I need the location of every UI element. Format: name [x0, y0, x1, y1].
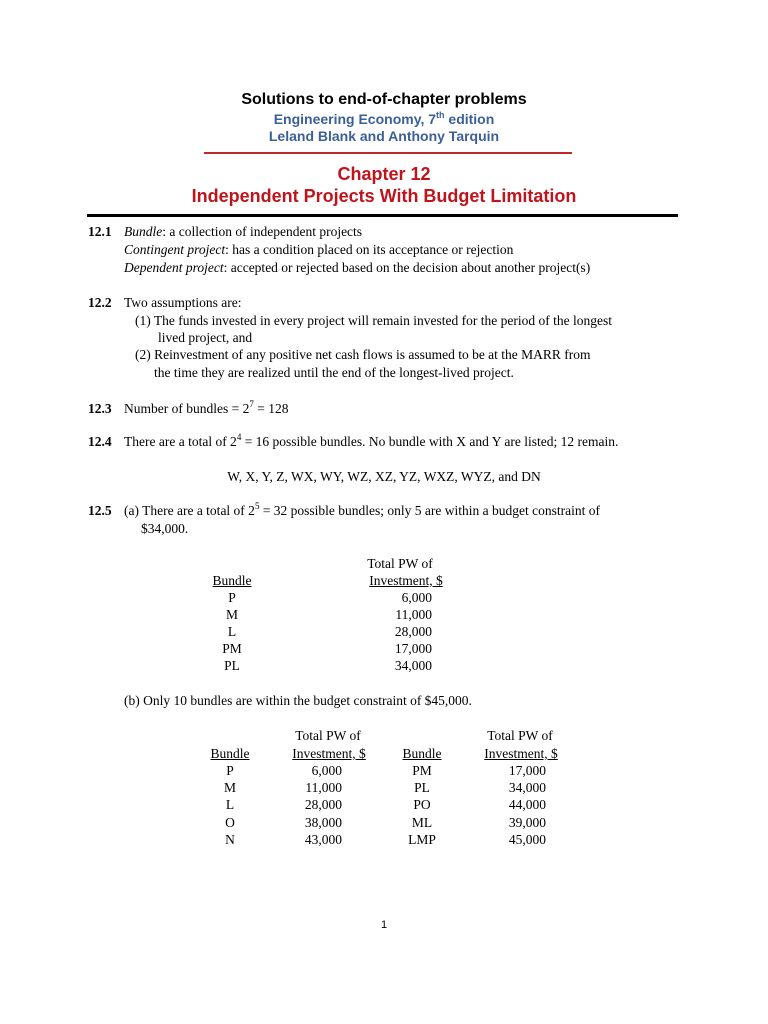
problem-number: 12.1 [88, 224, 112, 239]
header-divider [204, 152, 572, 154]
table-header-text: Investment, $ [484, 746, 558, 761]
problem-number: 12.3 [88, 401, 112, 416]
table-cell: 6,000 [401, 590, 432, 605]
table-header-text: Investment, $ [292, 746, 366, 761]
table-header-text: Bundle [210, 746, 250, 761]
table-cell: 11,000 [305, 780, 342, 795]
problem-text: Two assumptions are: [124, 295, 242, 310]
exponent: 4 [236, 432, 242, 442]
formula-text: There are a total of 2 [124, 434, 237, 449]
table-header: Total PW of [367, 556, 433, 571]
table-header: Total PW of [295, 728, 361, 743]
assumption-line: (2) Reinvestment of any positive net cash flows is assumed to be at the MARR from [135, 347, 591, 362]
table-header: Total PW of [487, 728, 553, 743]
book-title-suffix: edition [444, 111, 495, 127]
page-number: 1 [380, 919, 388, 931]
table-header-text: Investment, $ [369, 573, 443, 588]
table-cell: 17,000 [394, 641, 432, 656]
table-cell: O [225, 815, 235, 830]
table-cell: P [226, 763, 234, 778]
table-cell: 6,000 [311, 763, 342, 778]
table-cell: P [228, 590, 236, 605]
chapter-divider [87, 214, 678, 217]
definition-line [124, 223, 362, 241]
definition-term: Bundle [124, 224, 163, 239]
table-cell: 28,000 [394, 624, 432, 639]
table-header [188, 745, 272, 763]
formula-text: (a) There are a total of 2 [124, 503, 255, 518]
problem-text [124, 433, 618, 452]
table-cell: M [225, 607, 238, 622]
formula-text: Number of bundles = 2 [124, 401, 250, 416]
exponent: 7 [249, 399, 254, 409]
definition-text: : a collection of independent projects [162, 224, 363, 239]
table-cell: PL [224, 658, 240, 673]
definition-term: Contingent project [124, 242, 226, 257]
problem-number: 12.2 [88, 295, 112, 310]
table-header-text: Bundle [402, 746, 442, 761]
formula-text: = 32 possible bundles; only 5 are within a budget constraint of [259, 503, 600, 518]
table-cell: ML [411, 815, 433, 830]
chapter-title: Independent Projects With Budget Limitation [191, 186, 577, 206]
definition-text: : accepted or rejected based on the decision about another project(s) [223, 260, 591, 275]
formula-text: = 128 [253, 401, 289, 416]
chapter-number: Chapter 12 [337, 164, 431, 184]
table-header [380, 745, 464, 763]
bundle-list: W, X, Y, Z, WX, WY, WZ, XZ, YZ, WXZ, WYZ, and DN [227, 469, 541, 484]
table-header [460, 745, 582, 763]
table-cell: 38,000 [304, 815, 342, 830]
table-cell: 45,000 [508, 832, 546, 847]
book-authors: Leland Blank and Anthony Tarquin [268, 128, 500, 144]
table-cell: L [227, 624, 237, 639]
table-cell: PL [414, 780, 430, 795]
table-cell: PM [222, 641, 242, 656]
problem-text [124, 400, 288, 419]
definition-text: : has a condition placed on its acceptance or rejection [225, 242, 514, 257]
table-cell: 43,000 [304, 832, 342, 847]
formula-text: = 16 possible bundles. No bundle with X and Y are listed; 12 remain. [241, 434, 619, 449]
book-title-prefix: Engineering Economy, 7 [273, 111, 437, 127]
document-title: Solutions to end-of-chapter problems [241, 91, 527, 108]
problem-number: 12.5 [88, 503, 112, 518]
table-cell: L [225, 797, 235, 812]
table-cell: 11,000 [395, 607, 432, 622]
problem-text: (b) Only 10 bundles are within the budget constraint of $45,000. [124, 693, 472, 708]
table-cell: 39,000 [508, 815, 546, 830]
table-header [190, 572, 274, 590]
definition-line [124, 259, 590, 277]
table-header-text: Bundle [212, 573, 252, 588]
table-header [268, 745, 390, 763]
table-cell: 28,000 [304, 797, 342, 812]
assumption-line: the time they are realized until the end of the longest-lived project. [154, 365, 514, 380]
table-cell: LMP [408, 832, 436, 847]
table-cell: 17,000 [508, 763, 546, 778]
table-header [340, 572, 472, 590]
problem-text [124, 502, 600, 521]
book-title [0, 111, 768, 127]
problem-text: $34,000. [141, 521, 189, 536]
table-cell: 34,000 [508, 780, 546, 795]
definition-term: Dependent project [124, 260, 224, 275]
problem-number: 12.4 [88, 434, 112, 449]
exponent: 5 [254, 501, 260, 511]
table-cell: PO [413, 797, 431, 812]
book-title-superscript: th [436, 110, 445, 120]
table-cell: PM [412, 763, 432, 778]
definition-line [124, 241, 513, 259]
assumption-line: lived project, and [158, 330, 253, 345]
table-cell: 34,000 [394, 658, 432, 673]
assumption-line: (1) The funds invested in every project will remain invested for the period of the longest [135, 313, 612, 328]
table-cell: 44,000 [508, 797, 546, 812]
table-cell: N [225, 832, 235, 847]
table-cell: M [223, 780, 236, 795]
